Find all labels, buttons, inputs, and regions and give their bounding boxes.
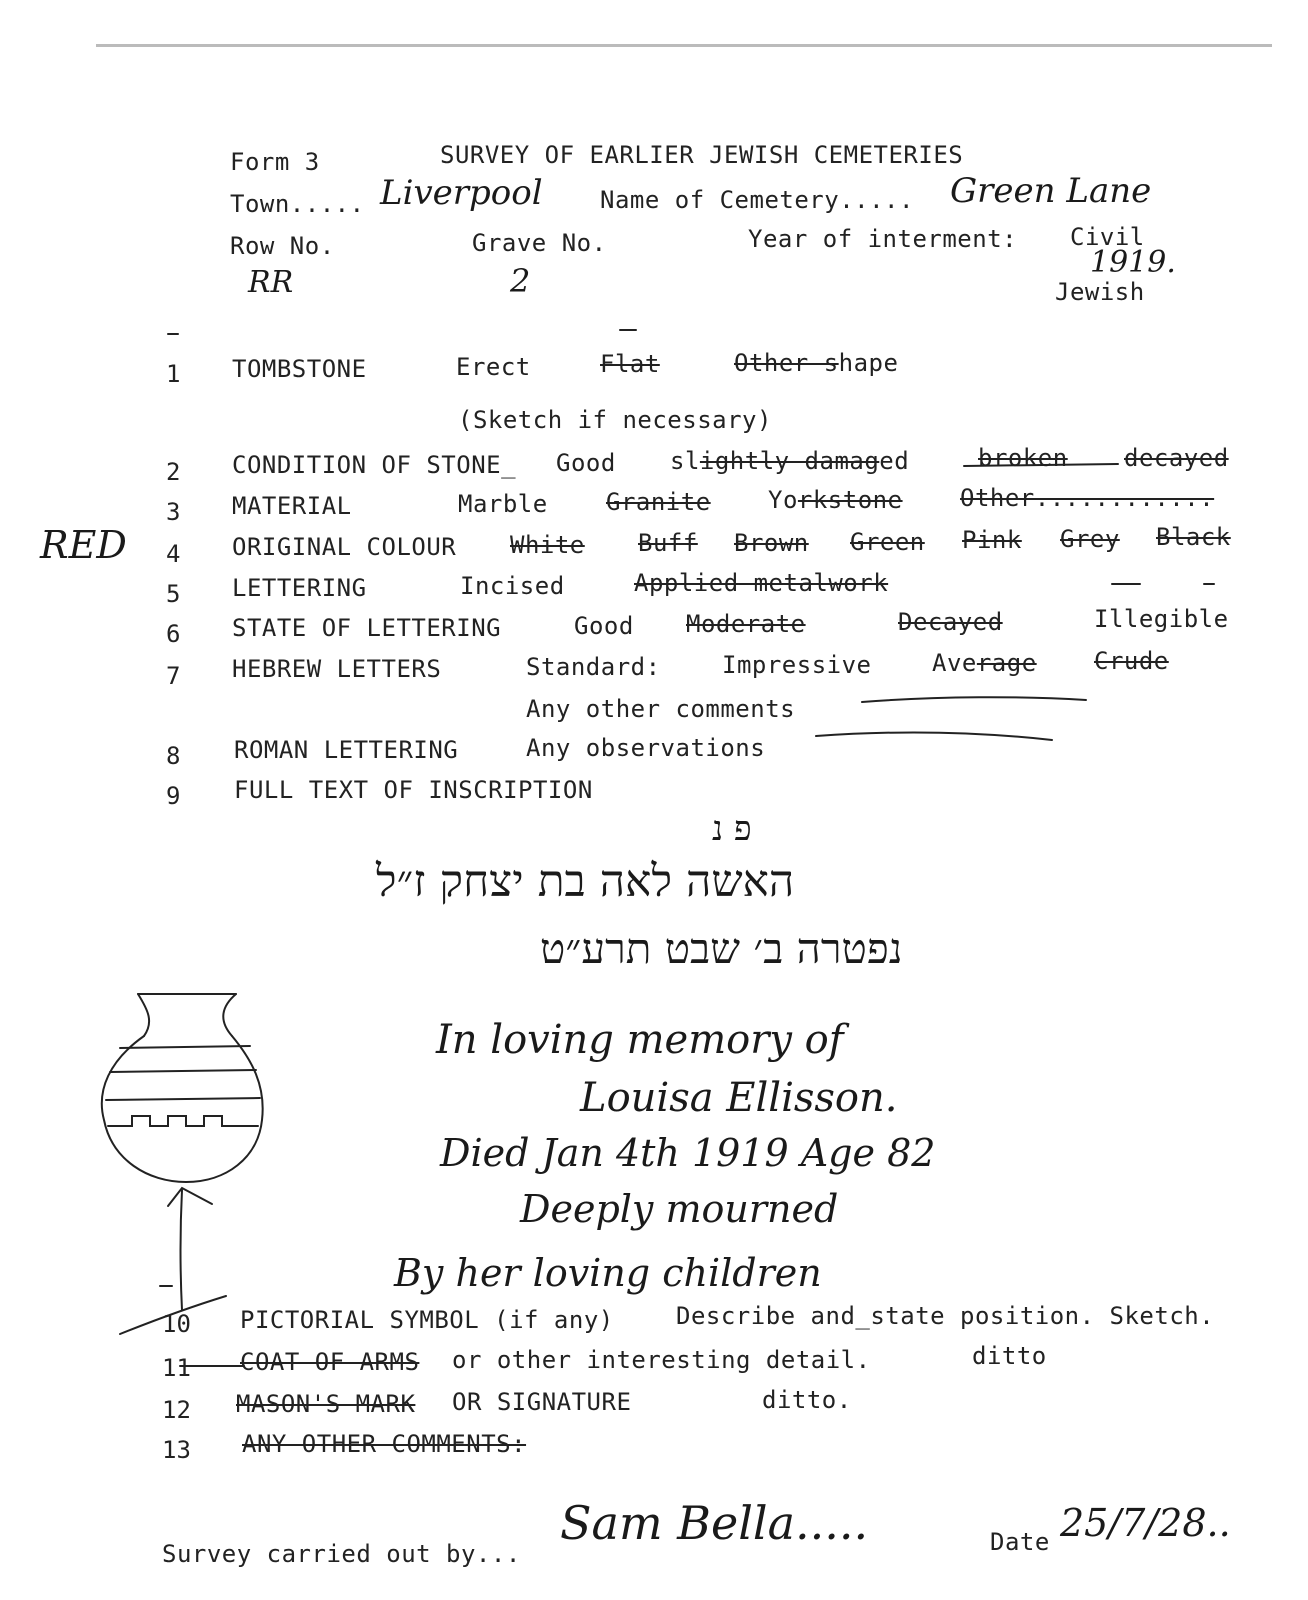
state-illegible: Illegible xyxy=(1094,605,1229,633)
lettering-label: LETTERING xyxy=(232,574,367,602)
condition-good: Good xyxy=(556,449,616,477)
item-number: 12 xyxy=(162,1396,191,1424)
state-moderate: Moderate xyxy=(686,610,806,638)
row-label: Row No. xyxy=(230,232,335,260)
condition-label: CONDITION OF STONE_ xyxy=(232,451,517,479)
item-number: 2 xyxy=(166,458,181,486)
item-number: 5 xyxy=(166,580,181,608)
colour-brown: Brown xyxy=(734,529,809,557)
cemetery-value: Green Lane xyxy=(950,171,1152,211)
year-jewish-label: Jewish xyxy=(1055,278,1145,306)
grave-label: Grave No. xyxy=(472,229,607,257)
town-value: Liverpool xyxy=(380,173,543,213)
item-number: 9 xyxy=(166,782,181,810)
surveyor-signature: Sam Bella..... xyxy=(560,1496,869,1550)
hebrew-letters-label: HEBREW LETTERS xyxy=(232,655,442,683)
item-number: 1 xyxy=(166,360,181,388)
coat-of-arms-detail: or other interesting detail. xyxy=(452,1346,871,1374)
hebrew-average: Average xyxy=(932,649,1037,677)
colour-grey: Grey xyxy=(1060,525,1120,553)
arrow-shaft xyxy=(181,1190,183,1310)
hebrew-crude: Crude xyxy=(1094,647,1169,675)
cemetery-label: Name of Cemetery..... xyxy=(600,186,914,214)
colour-buff: Buff xyxy=(638,529,698,557)
item-number: 6 xyxy=(166,620,181,648)
form-title: SURVEY OF EARLIER JEWISH CEMETERIES xyxy=(440,141,964,169)
date-value: 25/7/28.. xyxy=(1060,1501,1231,1545)
item-number: 10 xyxy=(162,1310,191,1338)
inscription-line-3: Died Jan 4th 1919 Age 82 xyxy=(440,1131,936,1175)
sketch-note: (Sketch if necessary) xyxy=(458,406,772,434)
inscription-hebrew-line-2: האשה לאה בת יצחק ז״ל xyxy=(376,856,795,907)
year-civil-label: Civil xyxy=(1070,223,1145,251)
signature-ditto: ditto. xyxy=(762,1386,852,1414)
material-other: Other............ xyxy=(960,484,1215,512)
condition-broken: broken xyxy=(978,444,1068,472)
item-number: 4 xyxy=(166,540,181,568)
colour-black: Black xyxy=(1156,523,1231,551)
colour-white: White xyxy=(510,531,585,559)
material-granite: Granite xyxy=(606,488,711,516)
condition-decayed: decayed xyxy=(1124,444,1229,472)
row-value: RR xyxy=(248,265,294,300)
colour-label: ORIGINAL COLOUR xyxy=(232,533,457,561)
material-marble: Marble xyxy=(458,490,548,518)
arrow-head xyxy=(168,1188,212,1206)
coat-of-arms-label: COAT OF ARMS xyxy=(240,1348,420,1376)
grave-value: 2 xyxy=(510,262,531,300)
condition-slightly: slightly damaged xyxy=(670,447,910,475)
comment-line xyxy=(862,697,1086,702)
coat-of-arms-ditto: ditto xyxy=(972,1342,1047,1370)
state-decayed: Decayed xyxy=(898,608,1003,636)
inscription-line-2: Louisa Ellisson. xyxy=(580,1075,898,1121)
underline-stroke xyxy=(964,464,1118,466)
urn-sketch xyxy=(102,994,263,1182)
surveyor-label: Survey carried out by... xyxy=(162,1540,521,1568)
item-number: 7 xyxy=(166,662,181,690)
colour-pink: Pink xyxy=(962,526,1022,554)
hebrew-impressive: Impressive xyxy=(722,651,872,679)
item-number: 13 xyxy=(162,1436,191,1464)
observation-line xyxy=(816,733,1052,740)
masons-mark-label: MASON'S MARK xyxy=(236,1390,416,1418)
material-label: MATERIAL xyxy=(232,492,352,520)
year-label: Year of interment: xyxy=(748,225,1018,253)
tombstone-flat: Flat xyxy=(600,350,660,378)
item-number: 11 xyxy=(162,1354,191,1382)
pictorial-label: PICTORIAL SYMBOL (if any) xyxy=(240,1306,614,1334)
date-label: Date xyxy=(990,1528,1050,1556)
state-good: Good xyxy=(574,612,634,640)
item-number: 3 xyxy=(166,498,181,526)
item-number: 8 xyxy=(166,742,181,770)
tombstone-label: TOMBSTONE xyxy=(232,355,367,383)
town-label: Town..... xyxy=(230,190,365,218)
colour-green: Green xyxy=(850,528,925,556)
year-value: 1919. xyxy=(1090,245,1176,280)
state-lettering-label: STATE OF LETTERING xyxy=(232,614,502,642)
material-yorkstone: Yorkstone xyxy=(768,486,903,514)
other-comments-label: ANY OTHER COMMENTS: xyxy=(242,1430,527,1458)
pictorial-describe: Describe and_state position. Sketch. xyxy=(676,1302,1215,1330)
tombstone-other: Other shape xyxy=(734,349,899,377)
colour-margin-note: RED xyxy=(40,523,127,567)
inscription-line-4: Deeply mourned xyxy=(520,1187,839,1231)
hebrew-standard: Standard: xyxy=(526,653,661,681)
roman-observations: Any observations xyxy=(526,734,766,762)
inscription-hebrew-line-3: נפטרה ב׳ שבט תרע״ט xyxy=(540,924,903,973)
roman-lettering-label: ROMAN LETTERING xyxy=(234,736,459,764)
tombstone-erect: Erect xyxy=(456,353,531,381)
hebrew-comments: Any other comments xyxy=(526,695,796,723)
full-text-label: FULL TEXT OF INSCRIPTION xyxy=(234,776,593,804)
inscription-line-1: In loving memory of xyxy=(436,1017,844,1063)
lettering-applied: Applied metalwork xyxy=(634,569,889,597)
tombstone-other-struck: Other s xyxy=(734,349,839,377)
lettering-incised: Incised xyxy=(460,572,565,600)
inscription-hebrew-line-1: פ נ xyxy=(712,809,752,849)
strike-stroke xyxy=(120,1296,226,1334)
form-number: Form 3 xyxy=(230,148,320,176)
signature-label: OR SIGNATURE xyxy=(452,1388,632,1416)
inscription-line-5: By her loving children xyxy=(394,1251,822,1295)
